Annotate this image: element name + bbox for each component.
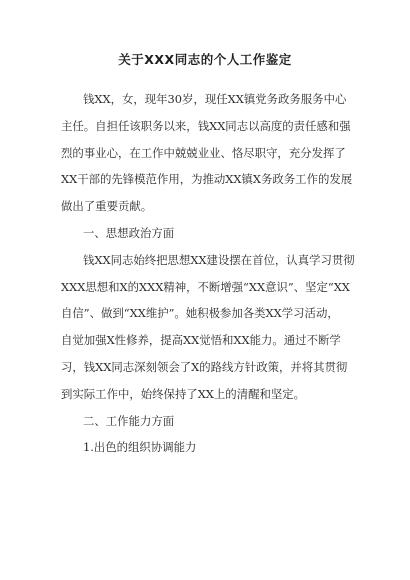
paragraph-1-line-5: 做出了重要贡献。 xyxy=(61,199,153,214)
paragraph-2-line-6: 到实际工作中，始终保持了XX上的清醒和坚定。 xyxy=(61,386,306,401)
paragraph-2-line-5: 习，钱XX同志深刻领会了X的路线方针政策，并将其贯彻 xyxy=(61,359,348,374)
section-heading-work-ability: 二、工作能力方面 xyxy=(83,413,175,428)
subsection-heading-coordination: 1.出色的组织协调能力 xyxy=(83,440,197,455)
paragraph-2-line-4: 自觉加强X性修养，提高XX觉悟和XX能力。通过不断学 xyxy=(61,333,341,348)
paragraph-1-line-2: 主任。自担任该职务以来，钱XX同志以高度的责任感和强 xyxy=(61,118,351,133)
document-body xyxy=(61,86,357,461)
paragraph-2-line-3: 自信”、做到“XX维护”。她积极参加各类XX学习活动， xyxy=(61,306,339,321)
paragraph-1-line-3: 烈的事业心，在工作中兢兢业业、恪尽职守，充分发挥了 xyxy=(61,145,346,160)
paragraph-1-line-1: 钱XX，女，现年30岁，现任XX镇党务政务服务中心 xyxy=(83,92,347,106)
paragraph-2-line-1: 钱XX同志始终把思想XX建设摆在首位，认真学习贯彻 xyxy=(83,252,355,267)
section-heading-political: 一、思想政治方面 xyxy=(83,225,175,240)
paragraph-1-line-4: XX干部的先锋模范作用，为推动XX镇X务政务工作的发展 xyxy=(61,172,353,187)
document-title: 关于XXX同志的个人工作鉴定 xyxy=(118,52,292,67)
paragraph-2-line-2: XXX思想和X的XXX精神，不断增强“XX意识”、坚定“XX xyxy=(61,279,350,294)
